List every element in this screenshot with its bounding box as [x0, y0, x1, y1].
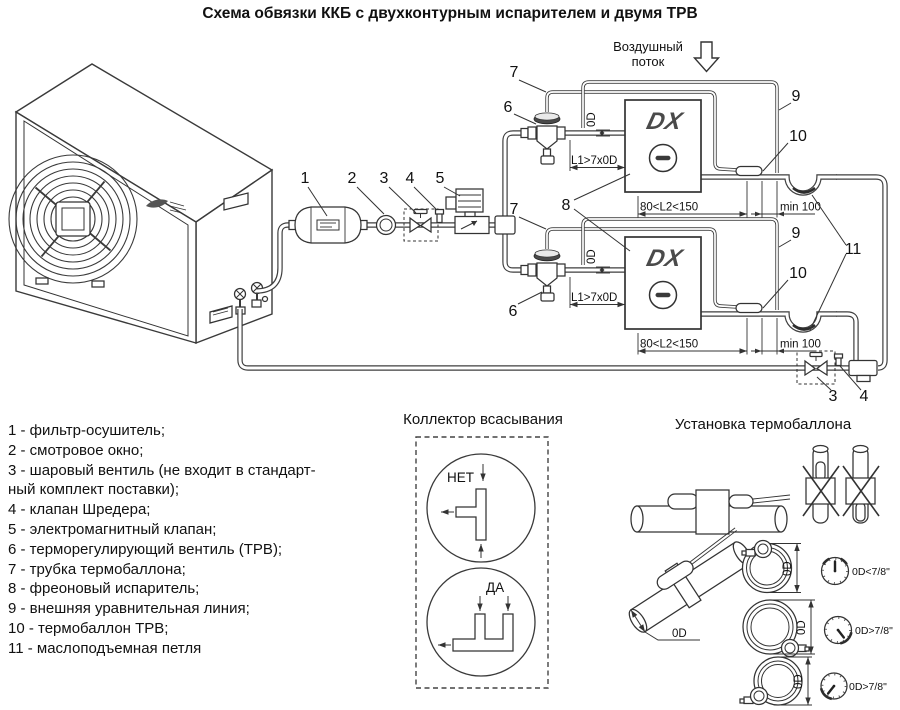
vertical-mount-wrong-1	[803, 446, 839, 524]
suction-collector-panel	[416, 437, 548, 688]
pipe-cross-section-large-2	[740, 657, 812, 705]
min100-dim-label: min 100	[780, 201, 821, 214]
liquid-branch-down-pipe	[505, 231, 524, 270]
dx-label: DX	[643, 108, 686, 135]
legend-line: 2 - смотровое окно;	[8, 441, 144, 459]
callout-7: 7	[509, 64, 519, 81]
right-label: ДА	[486, 580, 505, 595]
legend-line: 4 - клапан Шредера;	[8, 501, 151, 519]
dx-evaporator	[625, 100, 701, 192]
fan-motor-hub	[56, 202, 90, 236]
suction-return-pipe	[240, 309, 850, 368]
bulb-install-title: Установка термобаллона	[674, 416, 852, 433]
condensing-unit	[9, 64, 272, 343]
legend-line: 6 - терморегулирующий вентиль (ТРВ);	[8, 540, 283, 558]
suction-riser-top-circuit	[836, 177, 885, 368]
bulb-install-panel	[618, 446, 893, 706]
od-dim-label: 0D	[796, 620, 808, 635]
legend-line: 5 - электромагнитный клапан;	[8, 520, 217, 538]
liquid-tee-fitting	[495, 216, 515, 234]
schrader-valve-liquid	[436, 210, 444, 223]
air-flow-line2: поток	[631, 54, 665, 69]
callout-3-suction: 3	[828, 388, 838, 405]
evaporator-circuit-2	[510, 201, 837, 355]
min100-dimension	[751, 181, 821, 218]
suction-tee-fitting	[849, 361, 877, 382]
wrong-label: НЕТ	[447, 470, 474, 485]
od-dim-label: 0D	[793, 674, 805, 689]
callout-2: 2	[347, 170, 357, 187]
od-dim-label: 0D	[586, 112, 598, 127]
callout-6-bottom: 6	[508, 303, 518, 320]
schrader-valve-suction	[835, 354, 843, 366]
clock-position-4-icon	[825, 617, 852, 644]
filter-drier	[289, 207, 367, 243]
callout-11: 11	[844, 241, 862, 258]
pipe-cross-section-large-1	[743, 600, 815, 657]
txv-adjustment-cap	[541, 156, 554, 164]
vertical-mount-wrong-2	[843, 446, 879, 524]
large-pipe-size-label-2: 0D>7/8"	[849, 681, 887, 693]
legend-line: 10 - термобаллон ТРВ;	[8, 619, 169, 637]
callout-6-top: 6	[503, 99, 513, 116]
callout-4: 4	[405, 170, 415, 187]
legend-line: ный комплект поставки);	[8, 481, 180, 499]
legend-line: 8 - фреоновый испаритель;	[8, 580, 200, 598]
legend-line: 1 - фильтр-осушитель;	[8, 422, 166, 439]
angled-pipe-with-bulb	[618, 526, 758, 638]
grille-tab-left	[36, 278, 48, 284]
od-dim-label: 0D	[782, 561, 794, 576]
large-pipe-size-label-1: 0D>7/8"	[855, 625, 893, 637]
legend-line: 7 - трубка термобаллона;	[8, 560, 186, 578]
pipe-cross-section-small	[742, 541, 801, 593]
callout-9: 9	[791, 88, 801, 105]
liquid-line-pipe	[256, 225, 497, 291]
callout-4-suction: 4	[859, 388, 869, 405]
horizontal-mount-correct	[631, 490, 790, 534]
legend	[8, 421, 400, 659]
small-pipe-size-label: 0D<7/8"	[852, 566, 890, 578]
evaporator-circuit-1	[510, 64, 837, 218]
suction-collector-title: Коллектор всасывания	[403, 411, 563, 428]
thermobulb	[736, 167, 762, 176]
page-title: Схема обвязки ККБ с двухконтурным испарителем и двумя ТРВ	[202, 5, 698, 22]
air-flow-line1: Воздушный	[613, 39, 683, 54]
callout-8: 8	[561, 197, 571, 214]
callout-1: 1	[300, 170, 310, 187]
l2-dim-label: 80<L2<150	[640, 201, 699, 214]
clock-position-12-icon	[822, 558, 849, 585]
air-flow-label	[598, 39, 698, 69]
callout-3: 3	[379, 170, 389, 187]
callout-10: 10	[789, 128, 807, 145]
clock-position-8-icon	[821, 673, 847, 699]
air-flow-arrow-icon	[695, 42, 719, 72]
callout-5: 5	[435, 170, 445, 187]
sight-glass	[377, 216, 396, 235]
l1-dim-label: L1>7x0D	[571, 155, 618, 167]
legend-line: 3 - шаровый вентиль (не входит в стандарт-	[8, 461, 316, 479]
l1-dimension	[570, 140, 625, 171]
legend-line: 11 - маслоподъемная петля	[8, 639, 202, 657]
angled-pipe-od-label: 0D	[672, 628, 687, 640]
grille-tab-right	[92, 281, 104, 287]
legend-line: 9 - внешняя уравнительная линия;	[8, 600, 250, 618]
